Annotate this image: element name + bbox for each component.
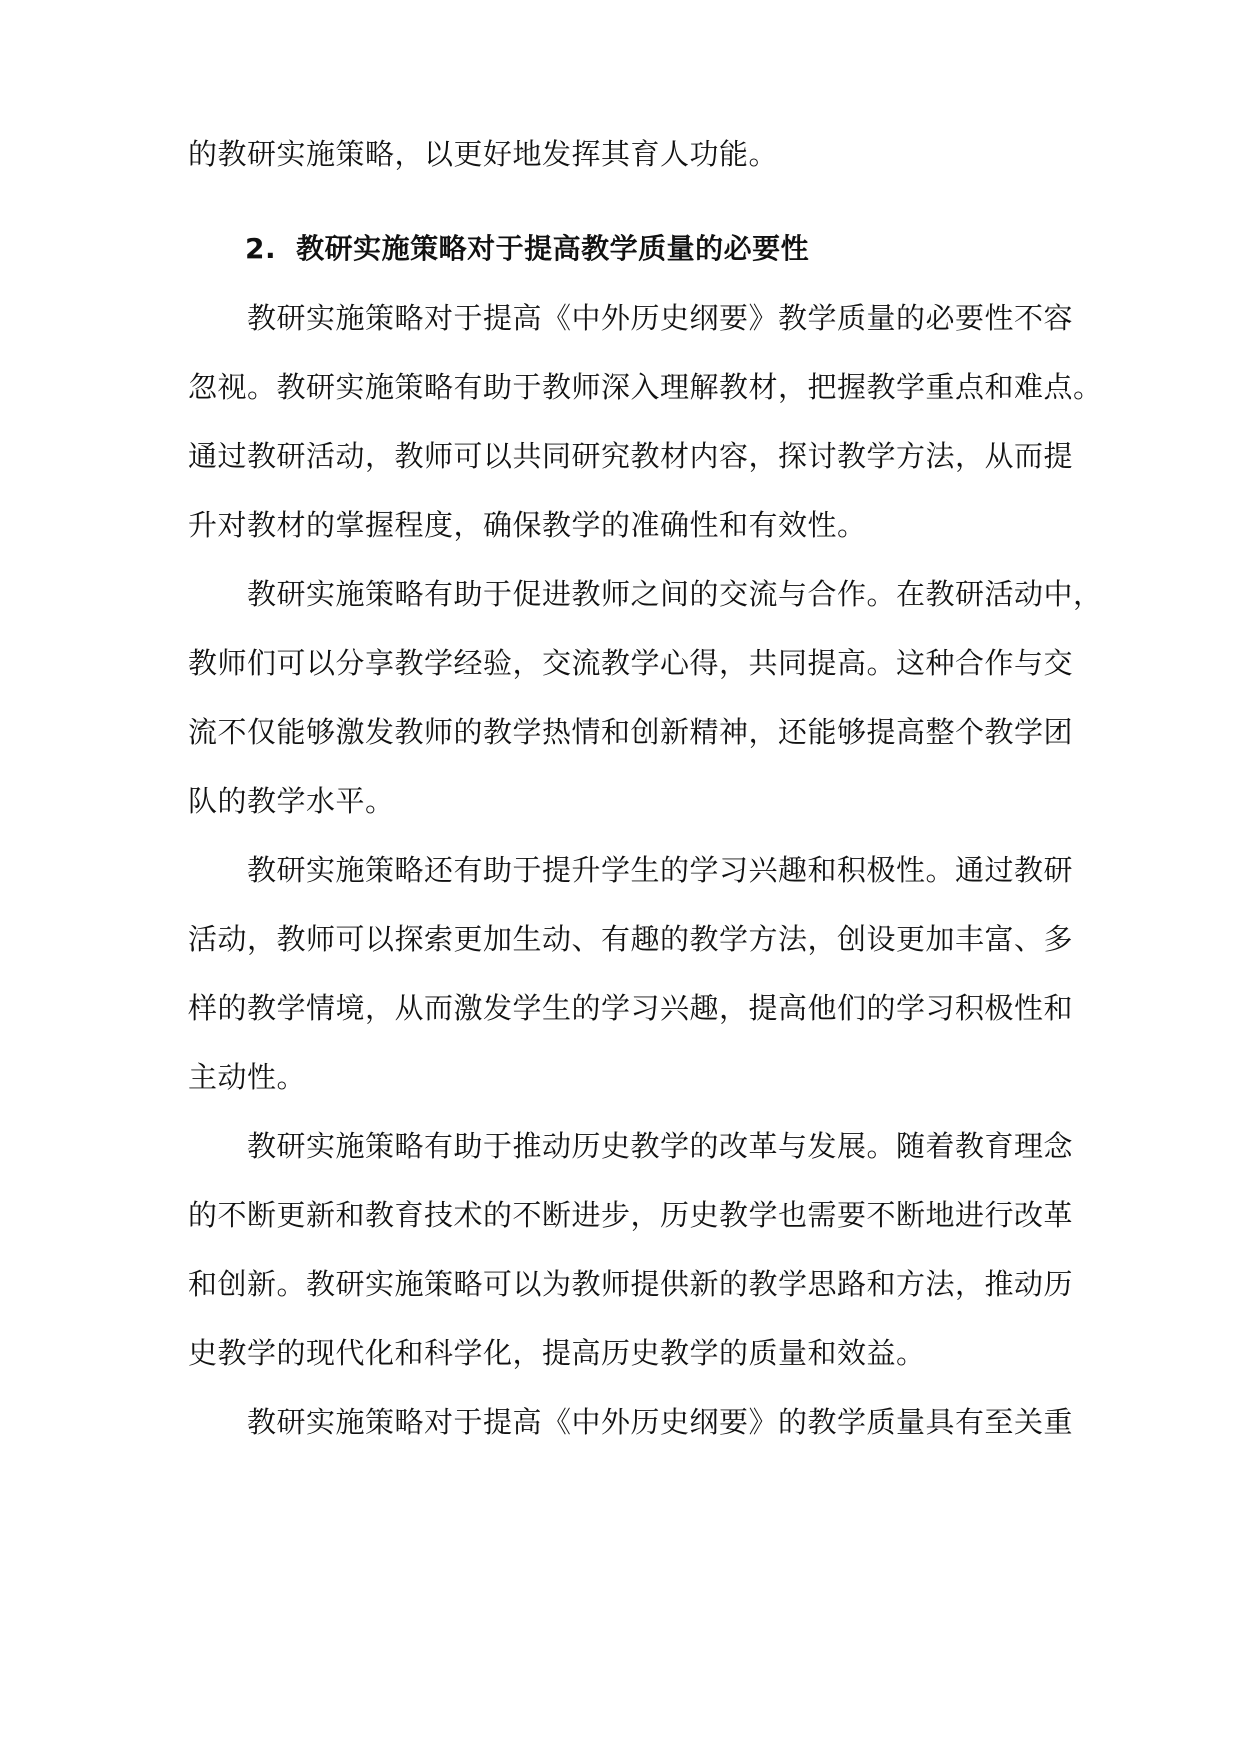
paragraph-2-line-3: 流不仅能够激发教师的教学热情和创新精神，还能够提高整个教学团 [188, 715, 1074, 749]
paragraph-4-line-3: 和创新。教研实施策略可以为教师提供新的教学思路和方法，推动历 [188, 1267, 1074, 1301]
paragraph-1-line-3: 通过教研活动，教师可以共同研究教材内容，探讨教学方法，从而提 [188, 439, 1074, 473]
lead-line: 的教研实施策略，以更好地发挥其育人功能。 [188, 137, 779, 171]
paragraph-5-line-1: 教研实施策略对于提高《中外历史纲要》的教学质量具有至关重 [247, 1405, 1074, 1439]
section-heading [245, 229, 1115, 269]
paragraph-2-line-1: 教研实施策略有助于促进教师之间的交流与合作。在教研活动中， [247, 577, 1103, 611]
paragraph-2-line-2: 教师们可以分享教学经验，交流教学心得，共同提高。这种合作与交 [188, 646, 1074, 680]
paragraph-1-line-1: 教研实施策略对于提高《中外历史纲要》教学质量的必要性不容 [247, 301, 1074, 335]
paragraph-4-line-2: 的不断更新和教育技术的不断进步，历史教学也需要不断地进行改革 [188, 1198, 1074, 1232]
paragraph-4-line-4: 史教学的现代化和科学化，提高历史教学的质量和效益。 [188, 1336, 926, 1370]
section-number: 2. [245, 232, 277, 265]
paragraph-3-line-1: 教研实施策略还有助于提升学生的学习兴趣和积极性。通过教研 [247, 853, 1074, 887]
paragraph-1-line-2: 忽视。教研实施策略有助于教师深入理解教材，把握教学重点和难点。 [188, 370, 1103, 404]
paragraph-3-line-3: 样的教学情境，从而激发学生的学习兴趣，提高他们的学习积极性和 [188, 991, 1074, 1025]
paragraph-4-line-1: 教研实施策略有助于推动历史教学的改革与发展。随着教育理念 [247, 1129, 1074, 1163]
section-title: 教研实施策略对于提高教学质量的必要性 [296, 232, 810, 265]
paragraph-3-line-4: 主动性。 [188, 1060, 307, 1094]
paragraph-3-line-2: 活动，教师可以探索更加生动、有趣的教学方法，创设更加丰富、多 [188, 922, 1074, 956]
paragraph-2-line-4: 队的教学水平。 [188, 784, 395, 818]
paragraph-1-line-4: 升对教材的掌握程度，确保教学的准确性和有效性。 [188, 508, 867, 542]
